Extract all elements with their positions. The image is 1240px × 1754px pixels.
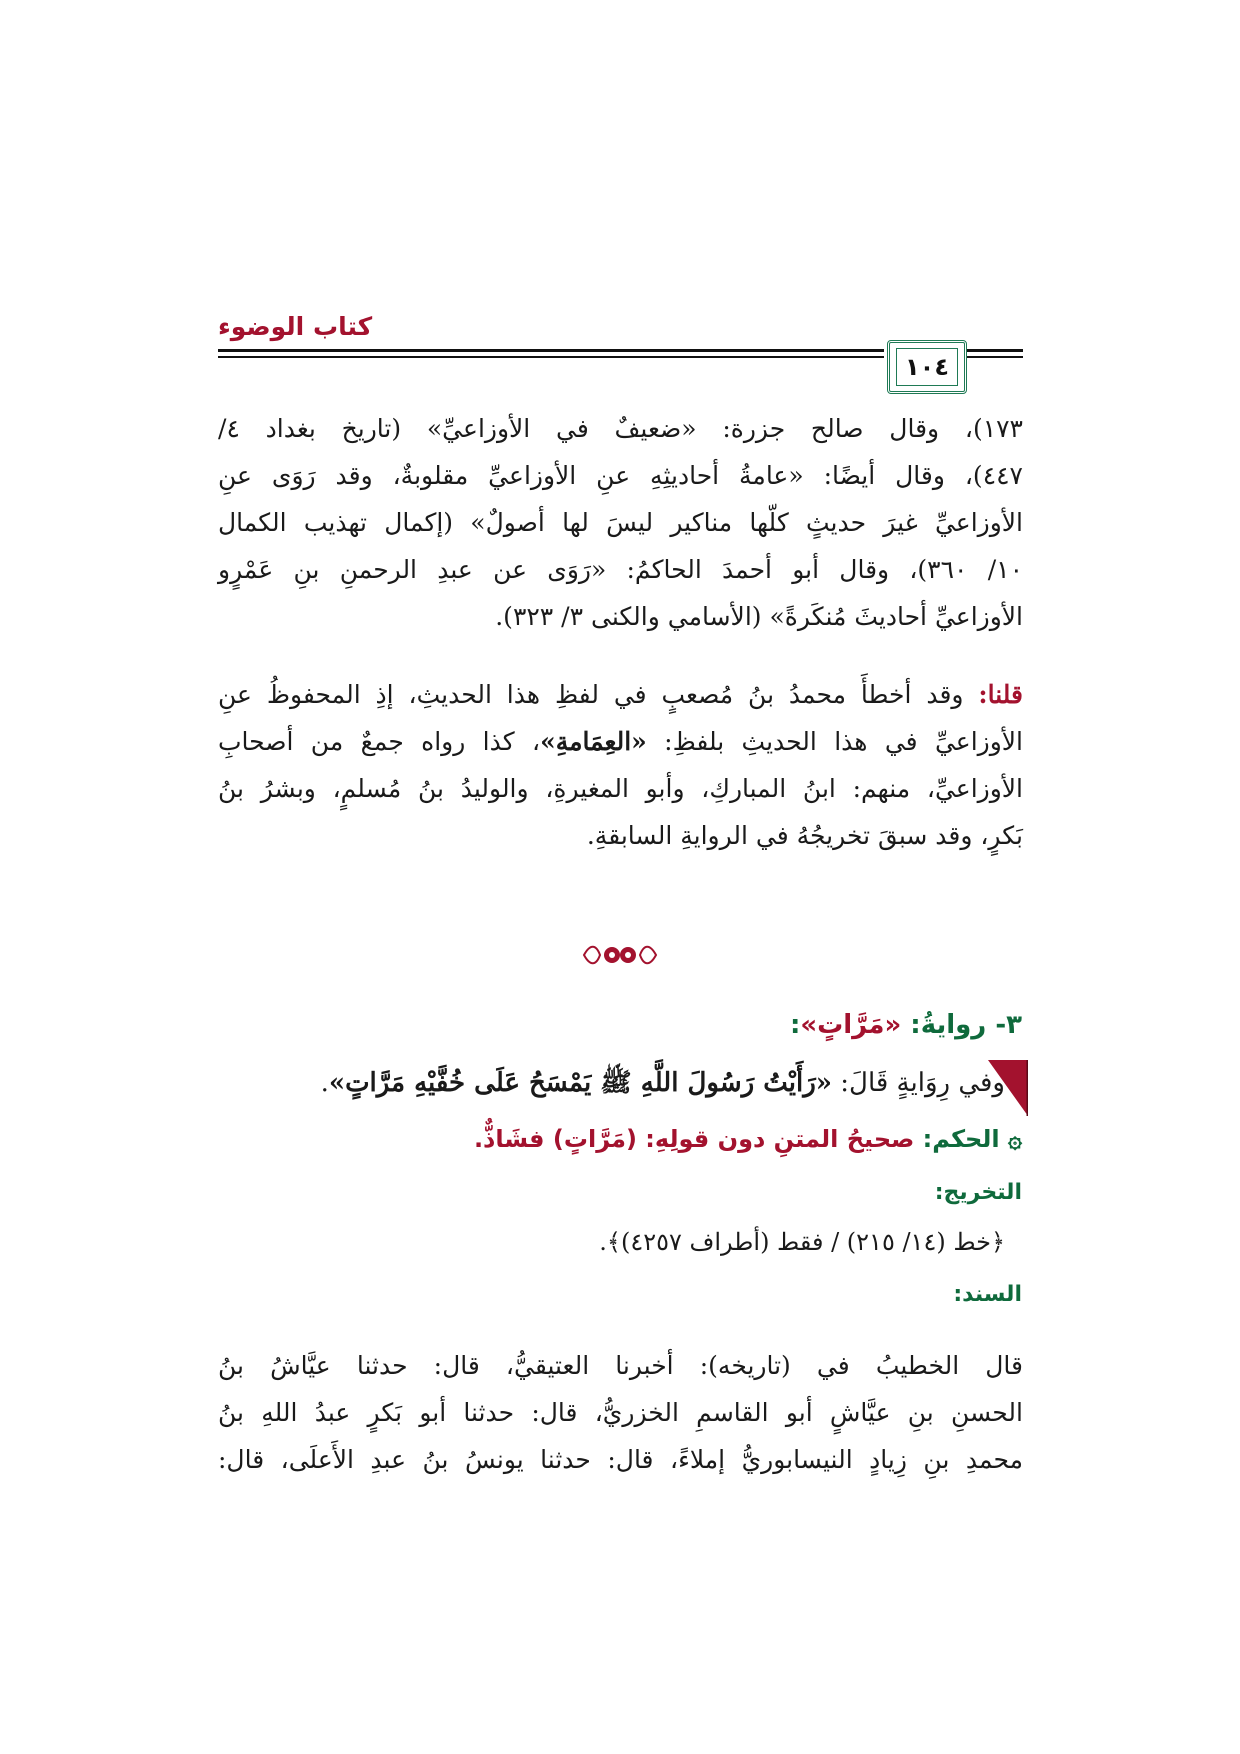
- hadith-quote: [321, 1066, 1005, 1104]
- text-line: ١٧٣)، وقال صالح جزرة: «ضعيفٌ في الأوزاعيِّ» (تاريخ بغداد ٤/: [218, 414, 1023, 443]
- text-line: [218, 718, 1023, 765]
- quote-end: .: [320, 1068, 329, 1098]
- header-rule-right-top: [966, 349, 1023, 352]
- text-line: بَكرٍ، وقد سبقَ تخريجُهُ في الروايةِ السابقةِ.: [586, 821, 1023, 850]
- text-line: [218, 671, 1023, 718]
- emphasis-word: «العِمَامةِ»: [540, 727, 647, 756]
- text-line: الأوزاعيِّ، منهم: ابنُ المباركِ، وأبو المغيرةِ، والوليدُ بنُ مُسلمٍ، وبشرُ بنُ: [218, 774, 1023, 803]
- text-line: ١٠/ ٣٦٠)، وقال أبو أحمدَ الحاكمُ: «رَوَى عن عبدِ الرحمنِ بنِ عَمْرٍو: [218, 555, 1023, 584]
- ruling-label: ۞ الحكم:: [922, 1125, 1022, 1153]
- header-rule-right-bottom: [966, 356, 1023, 358]
- text-fragment: الأوزاعيِّ في هذا الحديثِ بلفظِ:: [646, 727, 1023, 756]
- floral-ornament-icon: [570, 938, 670, 972]
- header-rule-top: [218, 349, 884, 352]
- sanad-label: السند:: [953, 1282, 1022, 1307]
- ruling: [474, 1125, 1022, 1153]
- quote-intro: وفي رِوَايةٍ قَالَ:: [832, 1068, 1005, 1098]
- page-number-frame: [887, 340, 967, 394]
- header-rule-bottom: [218, 356, 884, 358]
- text-fragment: ، كذا رواه جمعٌ من أصحابِ: [218, 727, 541, 756]
- takhrij-text: ﴿خط (١٤/ ٢١٥) / فقط (أطراف ٤٢٥٧)﴾.: [599, 1228, 1005, 1256]
- text-line: ٤٤٧)، وقال أيضًا: «عامةُ أحاديثِهِ عنِ الأوزاعيِّ مقلوبةٌ، وقد رَوَى عنِ: [218, 461, 1023, 490]
- paragraph-footnote-citations: [218, 405, 1023, 640]
- quote-matn: «رَأَيْتُ رَسُولَ اللَّهِ ﷺ يَمْسَحُ عَلَى خُفَّيْهِ مَرَّاتٍ»: [328, 1068, 833, 1098]
- heading-suffix: :: [789, 1010, 801, 1040]
- heading-quote: «مَرَّاتٍ»: [800, 1010, 902, 1040]
- text-line: محمدِ بنِ زِيادٍ النيسابوريُّ إملاءً، قال: حدثنا يونسُ بنُ عبدِ الأَعلَى، قال:: [218, 1445, 1023, 1474]
- running-title: كتاب الوضوء: [218, 312, 373, 341]
- paragraph-qulna: [218, 671, 1023, 859]
- ruling-text: صحيحُ المتنِ دون قولِهِ: (مَرَّاتٍ) فشَاذٌّ.: [473, 1125, 923, 1153]
- text-line: الحسنِ بنِ عيَّاشٍ أبو القاسمِ الخزريُّ، قال: حدثنا أبو بَكرٍ عبدُ اللهِ بنُ: [218, 1398, 1023, 1427]
- page-number: ١٠٤: [905, 353, 949, 381]
- section-heading: [790, 1010, 1022, 1040]
- qulna-label: قلنا:: [978, 680, 1023, 709]
- text-line: الأوزاعيِّ غيرَ حديثٍ كلّها مناكير ليسَ لها أصولٌ» (إكمال تهذيب الكمال: [218, 508, 1023, 537]
- heading-prefix: ٣- روايةُ:: [901, 1010, 1022, 1040]
- text-line: قال الخطيبُ في (تاريخه): أخبرنا العتيقيُّ، قال: حدثنا عيَّاشُ بنُ: [218, 1351, 1023, 1380]
- paragraph-sanad: [218, 1342, 1023, 1483]
- takhrij-label: التخريج:: [934, 1180, 1022, 1205]
- ornament-divider: [570, 938, 670, 972]
- text-line: الأوزاعيِّ أحاديثَ مُنكَرةً» (الأسامي والكنى ٣/ ٣٢٣).: [495, 602, 1023, 631]
- text-fragment: وقد أخطأَ محمدُ بنُ مُصعبٍ في لفظِ هذا الحديثِ، إذِ المحفوظُ عنِ: [218, 680, 979, 709]
